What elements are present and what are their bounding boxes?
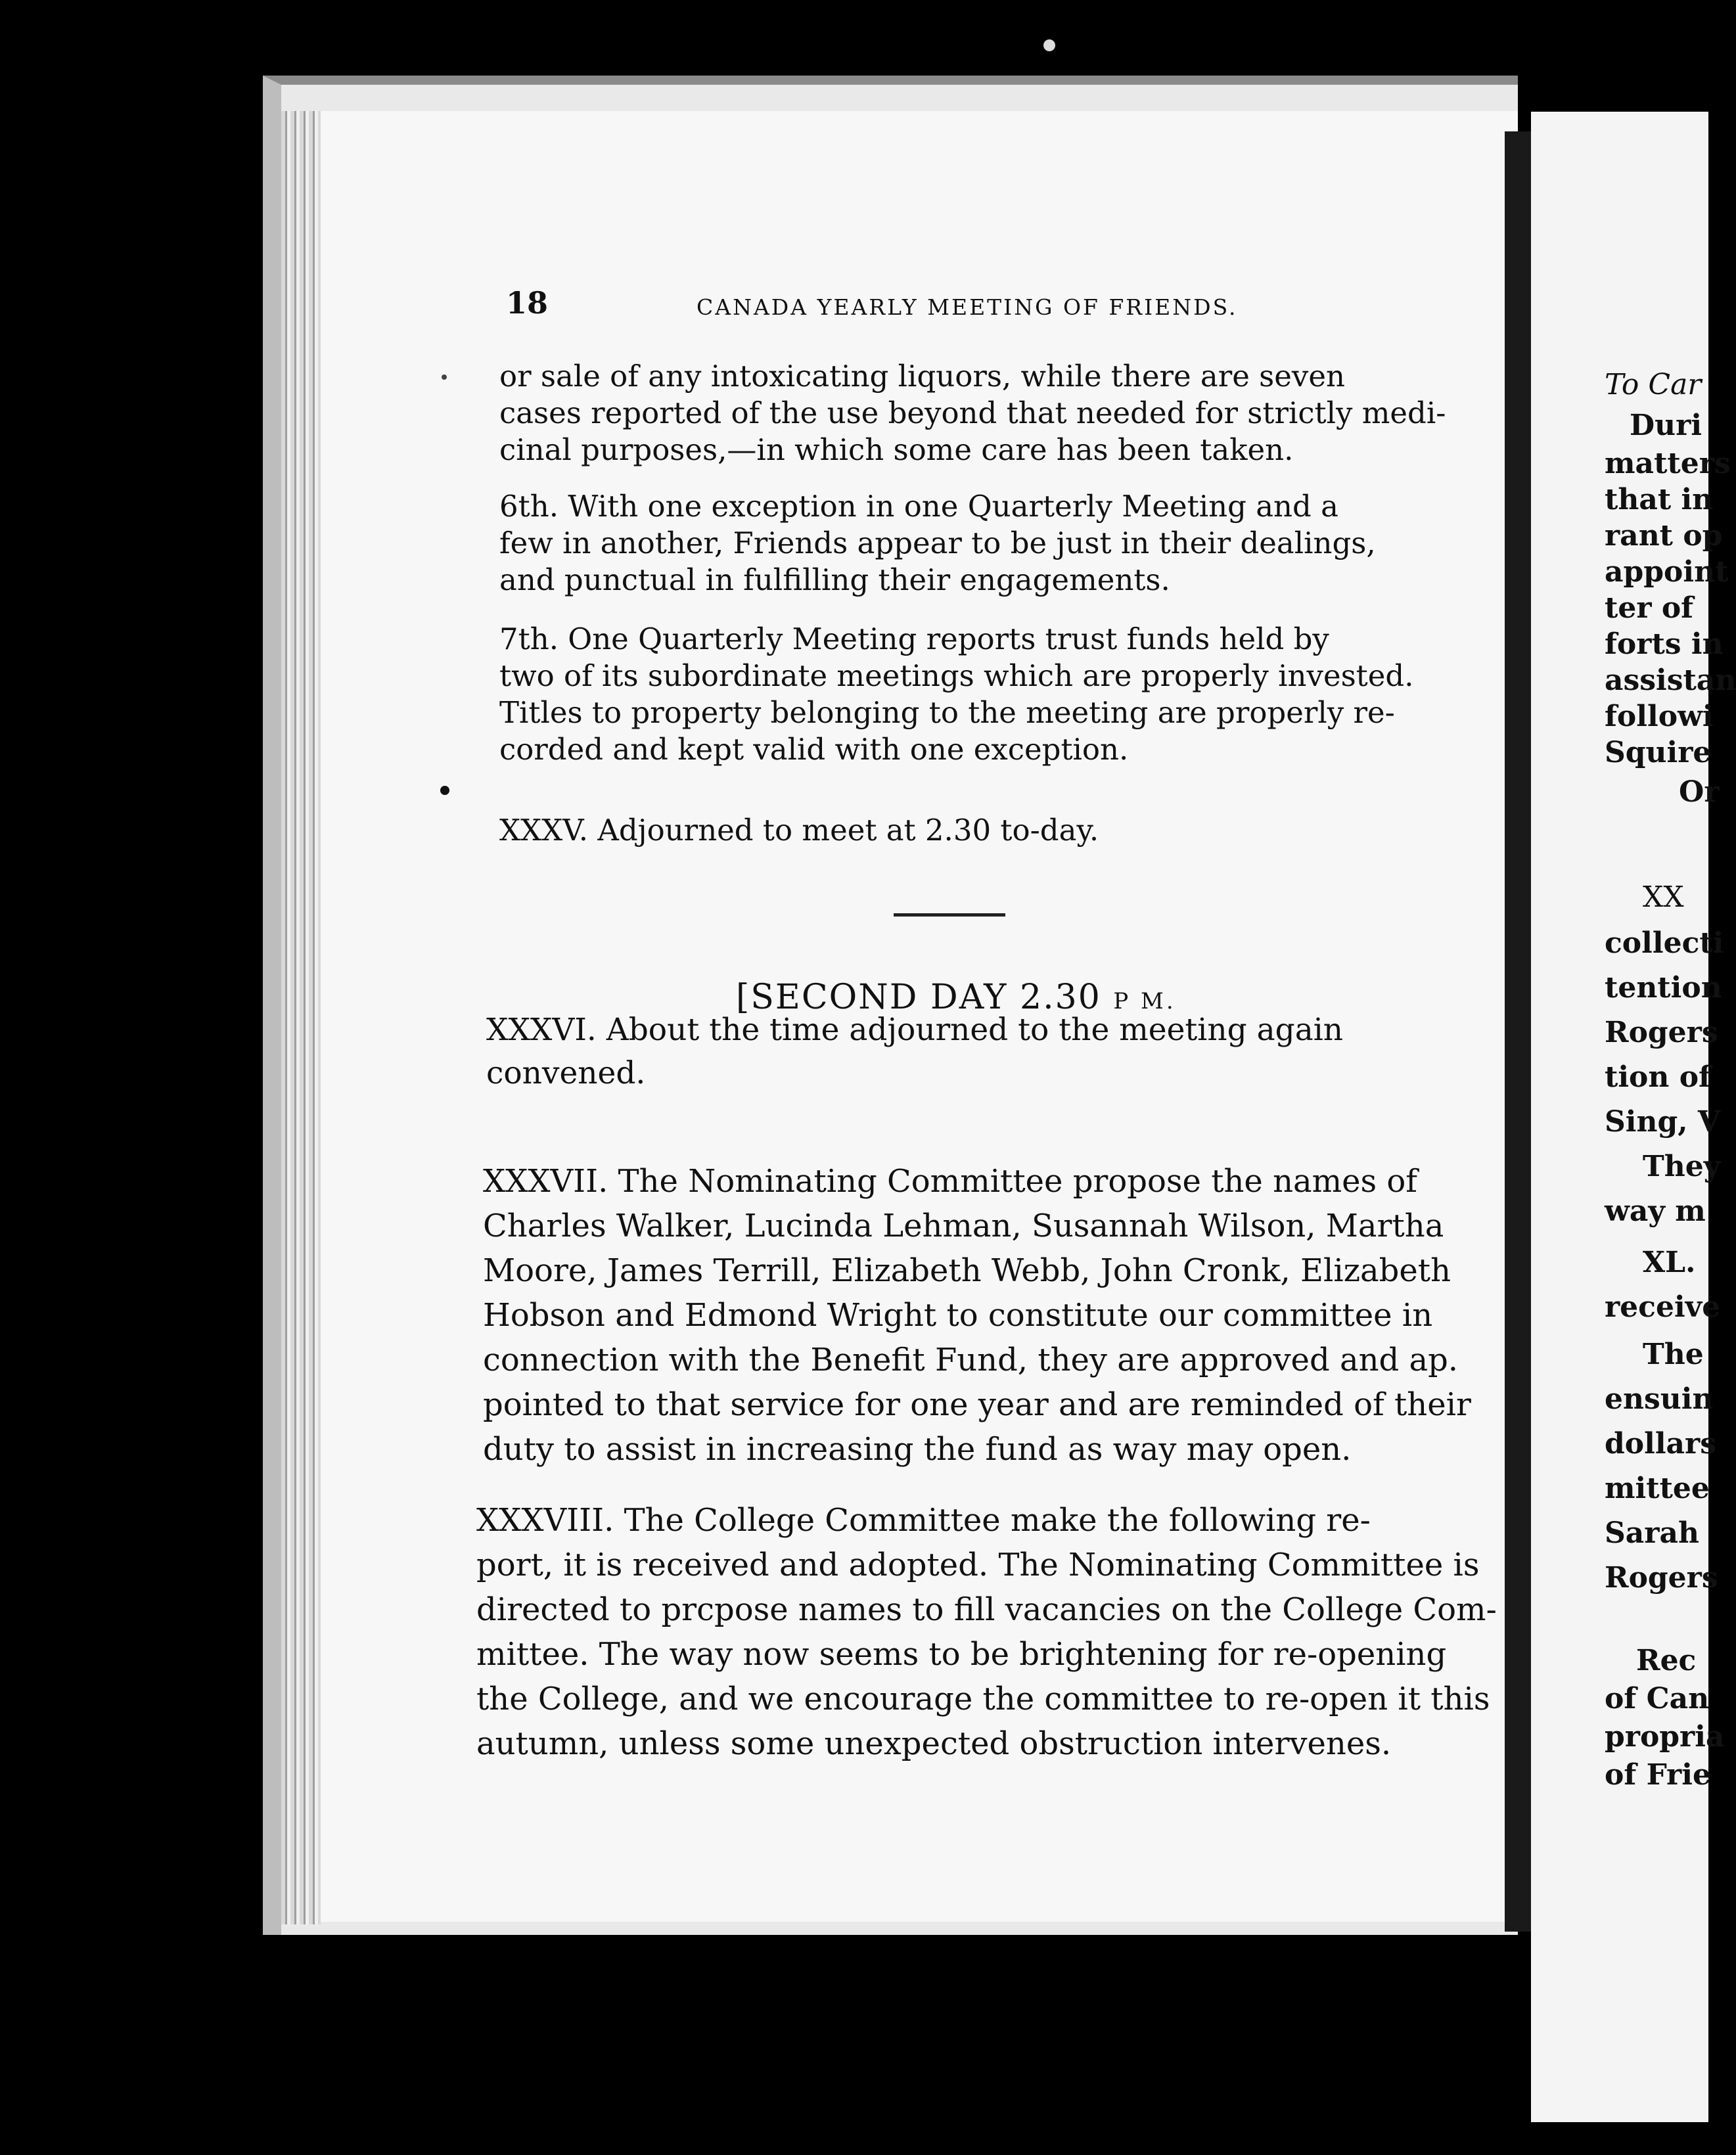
right-page-line: appoint bbox=[1605, 555, 1729, 589]
right-page-line: XX bbox=[1643, 880, 1684, 914]
text-line: connection with the Benefit Fund, they are approved and ap. bbox=[483, 1342, 1459, 1378]
section-heading-suffix: P M. bbox=[1113, 988, 1176, 1014]
text-line: directed to prcpose names to fill vacancies on the College Com- bbox=[476, 1591, 1497, 1628]
right-page-line: Squire bbox=[1605, 736, 1712, 769]
book-gutter bbox=[1505, 131, 1531, 1932]
right-page-line: Duri bbox=[1630, 409, 1702, 442]
text-line: port, it is received and adopted. The Nominating Committee is bbox=[476, 1547, 1480, 1583]
text-line: Titles to property belonging to the meeting are properly re- bbox=[499, 695, 1395, 730]
right-page-line: forts in bbox=[1605, 627, 1724, 661]
right-page-line: tion of bbox=[1605, 1060, 1711, 1094]
right-page-line: matters bbox=[1605, 447, 1731, 480]
text-line: Hobson and Edmond Wright to constitute our committee in bbox=[483, 1297, 1433, 1334]
dust-speck bbox=[1043, 39, 1055, 51]
right-page-line: Sing, V bbox=[1605, 1105, 1721, 1139]
paragraph-liquors bbox=[499, 358, 1446, 468]
right-page-line: The bbox=[1643, 1338, 1704, 1371]
right-page-line: ter of bbox=[1605, 591, 1694, 625]
text-line: mittee. The way now seems to be brightening for re-opening bbox=[476, 1636, 1447, 1673]
right-page-line: Rogers bbox=[1605, 1016, 1718, 1049]
paragraph-7th bbox=[499, 621, 1419, 768]
right-page-line: Rogers bbox=[1605, 1561, 1718, 1595]
text-line: 6th. With one exception in one Quarterly Meeting and a bbox=[499, 489, 1338, 524]
text-line: corded and kept valid with one exception. bbox=[499, 732, 1129, 767]
paragraph-xxxv bbox=[499, 812, 1419, 849]
section-heading-main: [SECOND DAY 2.30 bbox=[736, 978, 1101, 1017]
running-head: CANADA YEARLY MEETING OF FRIENDS. bbox=[697, 294, 1238, 320]
text-line: convened. bbox=[486, 1055, 646, 1091]
text-line: or sale of any intoxicating liquors, while there are seven bbox=[499, 359, 1345, 394]
text-line: XXXVIII. The College Committee make the following re- bbox=[476, 1502, 1371, 1539]
text-line: Charles Walker, Lucinda Lehman, Susannah Wilson, Martha bbox=[483, 1208, 1444, 1244]
right-page-line: receive bbox=[1605, 1290, 1721, 1324]
right-page-line: of Frie bbox=[1605, 1758, 1711, 1792]
right-page-line: way m bbox=[1605, 1194, 1706, 1228]
text-line: two of its subordinate meetings which are properly invested. bbox=[499, 658, 1414, 693]
paragraph-xxxvi bbox=[486, 1009, 1426, 1095]
text-line: cinal purposes,—in which some care has been taken. bbox=[499, 432, 1294, 467]
dust-speck bbox=[440, 786, 449, 795]
paragraph-xxxvii bbox=[483, 1159, 1471, 1472]
right-page-line: followi bbox=[1605, 700, 1714, 733]
text-line: XXXV. Adjourned to meet at 2.30 to-day. bbox=[499, 813, 1099, 848]
right-page-line: mittee bbox=[1605, 1472, 1710, 1505]
dust-speck bbox=[442, 374, 447, 380]
right-page-line: Sarah bbox=[1605, 1516, 1699, 1550]
right-page-line: dollars bbox=[1605, 1427, 1717, 1461]
right-page-line: of Can bbox=[1605, 1682, 1710, 1715]
text-line: 7th. One Quarterly Meeting reports trust funds held by bbox=[499, 622, 1329, 656]
text-line: cases reported of the use beyond that needed for strictly medi- bbox=[499, 396, 1446, 430]
text-line: pointed to that service for one year and are reminded of their bbox=[483, 1386, 1471, 1423]
right-page-line: Rec bbox=[1636, 1644, 1697, 1677]
right-page-line: rant op bbox=[1605, 519, 1723, 553]
right-page-line: propria bbox=[1605, 1720, 1725, 1754]
right-page-line: that in bbox=[1605, 483, 1714, 516]
right-page-line: They bbox=[1643, 1150, 1721, 1183]
text-line: XXXVI. About the time adjourned to the meeting again bbox=[486, 1012, 1344, 1048]
right-page-line: Or bbox=[1679, 775, 1720, 809]
paragraph-xxxviii bbox=[476, 1498, 1497, 1766]
text-line: autumn, unless some unexpected obstruction intervenes. bbox=[476, 1725, 1392, 1762]
right-page-line: ensuin bbox=[1605, 1382, 1714, 1416]
page-number: 18 bbox=[506, 285, 549, 321]
right-page-line: tention bbox=[1605, 971, 1722, 1005]
right-page-line: assistan bbox=[1605, 664, 1736, 697]
text-line: XXXVII. The Nominating Committee propose the names of bbox=[483, 1163, 1418, 1200]
right-page-line: To Car bbox=[1605, 368, 1702, 401]
right-page-line: XL. bbox=[1643, 1246, 1696, 1279]
right-page-line: collecti bbox=[1605, 926, 1724, 960]
text-line: Moore, James Terrill, Elizabeth Webb, John Cronk, Elizabeth bbox=[483, 1252, 1451, 1289]
section-divider bbox=[894, 913, 1005, 917]
text-line: duty to assist in increasing the fund as way may open. bbox=[483, 1431, 1352, 1468]
paragraph-6th bbox=[499, 488, 1419, 599]
text-line: and punctual in fulfilling their engagements. bbox=[499, 562, 1170, 597]
text-line: few in another, Friends appear to be just in their dealings, bbox=[499, 526, 1376, 560]
text-line: the College, and we encourage the committee to re-open it this bbox=[476, 1681, 1490, 1717]
page-edges bbox=[281, 111, 321, 1924]
